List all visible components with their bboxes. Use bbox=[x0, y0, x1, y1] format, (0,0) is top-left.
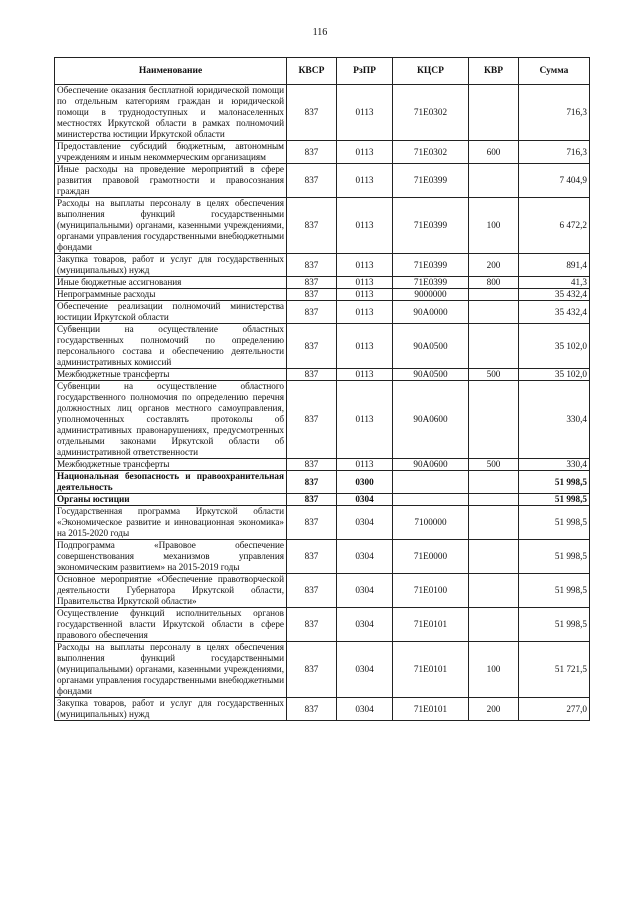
cell-name: Непрограммные расходы bbox=[55, 289, 287, 301]
cell-name: Государственная программа Иркутской области «Экономическое развитие и инновационная экономика» на 2015-2020 годы bbox=[55, 506, 287, 540]
cell-rzpr: 0304 bbox=[337, 608, 393, 642]
cell-kvr bbox=[469, 540, 519, 574]
cell-rzpr: 0113 bbox=[337, 301, 393, 324]
cell-rzpr: 0113 bbox=[337, 324, 393, 369]
cell-kvr: 500 bbox=[469, 369, 519, 381]
cell-kvsr: 837 bbox=[287, 506, 337, 540]
cell-name: Закупка товаров, работ и услуг для государственных (муниципальных) нужд bbox=[55, 698, 287, 721]
cell-kcsr: 71Е0101 bbox=[393, 642, 469, 698]
cell-sum: 277,0 bbox=[519, 698, 590, 721]
cell-rzpr: 0304 bbox=[337, 642, 393, 698]
cell-rzpr: 0113 bbox=[337, 381, 393, 459]
cell-name: Обеспечение оказания бесплатной юридической помощи по отдельным категориям граждан и юридической помощи в труднодоступных и малонаселенных местностях Иркутской области в рамках полномочий министерства юстиции Иркутской области bbox=[55, 85, 287, 141]
header-kvr: КВР bbox=[469, 58, 519, 85]
cell-sum: 35 432,4 bbox=[519, 301, 590, 324]
table-row bbox=[55, 642, 590, 698]
cell-sum: 891,4 bbox=[519, 254, 590, 277]
cell-sum: 51 721,5 bbox=[519, 642, 590, 698]
cell-name: Подпрограмма «Правовое обеспечение совершенствования механизмов управления экономическим развитием» на 2015-2019 годы bbox=[55, 540, 287, 574]
cell-kcsr: 90А0500 bbox=[393, 324, 469, 369]
cell-kvr bbox=[469, 506, 519, 540]
cell-kvsr: 837 bbox=[287, 301, 337, 324]
cell-name: Предоставление субсидий бюджетным, автономным учреждениям и иным некоммерческим организациям bbox=[55, 141, 287, 164]
cell-kvsr: 837 bbox=[287, 254, 337, 277]
cell-rzpr: 0113 bbox=[337, 254, 393, 277]
cell-rzpr: 0113 bbox=[337, 459, 393, 471]
cell-kcsr: 71Е0302 bbox=[393, 85, 469, 141]
cell-name: Расходы на выплаты персоналу в целях обеспечения выполнения функций государственными (муниципальными) органами, казенными учреждениями, органами управления государственными внебюджетными фондами bbox=[55, 198, 287, 254]
cell-sum: 716,3 bbox=[519, 85, 590, 141]
cell-kvsr: 837 bbox=[287, 289, 337, 301]
cell-kcsr: 71Е0399 bbox=[393, 254, 469, 277]
cell-sum: 7 404,9 bbox=[519, 164, 590, 198]
cell-kcsr: 71Е0399 bbox=[393, 277, 469, 289]
cell-rzpr: 0304 bbox=[337, 540, 393, 574]
cell-kcsr: 90А0600 bbox=[393, 381, 469, 459]
cell-kcsr: 90А0500 bbox=[393, 369, 469, 381]
cell-kvr bbox=[469, 289, 519, 301]
cell-kvr bbox=[469, 381, 519, 459]
header-kcsr: КЦСР bbox=[393, 58, 469, 85]
cell-rzpr: 0304 bbox=[337, 494, 393, 506]
cell-kcsr: 71Е0000 bbox=[393, 540, 469, 574]
cell-kcsr bbox=[393, 471, 469, 494]
cell-rzpr: 0113 bbox=[337, 277, 393, 289]
cell-kvr bbox=[469, 85, 519, 141]
table-row bbox=[55, 289, 590, 301]
cell-kvsr: 837 bbox=[287, 459, 337, 471]
table-row bbox=[55, 506, 590, 540]
cell-kvr bbox=[469, 164, 519, 198]
cell-name: Основное мероприятие «Обеспечение правотворческой деятельности Губернатора Иркутской области, Правительства Иркутской области» bbox=[55, 574, 287, 608]
cell-rzpr: 0113 bbox=[337, 198, 393, 254]
cell-name: Органы юстиции bbox=[55, 494, 287, 506]
cell-kvsr: 837 bbox=[287, 277, 337, 289]
cell-kcsr: 7100000 bbox=[393, 506, 469, 540]
cell-kcsr: 71Е0100 bbox=[393, 574, 469, 608]
cell-kvr: 200 bbox=[469, 254, 519, 277]
cell-kcsr: 71Е0101 bbox=[393, 698, 469, 721]
cell-kvr: 200 bbox=[469, 698, 519, 721]
table-row bbox=[55, 540, 590, 574]
cell-kvr: 600 bbox=[469, 141, 519, 164]
table-row bbox=[55, 198, 590, 254]
cell-kvr bbox=[469, 324, 519, 369]
cell-sum: 330,4 bbox=[519, 459, 590, 471]
cell-sum: 716,3 bbox=[519, 141, 590, 164]
cell-kvsr: 837 bbox=[287, 608, 337, 642]
cell-kvsr: 837 bbox=[287, 574, 337, 608]
cell-kvsr: 837 bbox=[287, 198, 337, 254]
cell-sum: 51 998,5 bbox=[519, 574, 590, 608]
cell-kcsr: 71Е0399 bbox=[393, 198, 469, 254]
table-row bbox=[55, 164, 590, 198]
table-row bbox=[55, 381, 590, 459]
cell-kcsr: 9000000 bbox=[393, 289, 469, 301]
cell-kvr bbox=[469, 494, 519, 506]
cell-kcsr bbox=[393, 494, 469, 506]
cell-kvsr: 837 bbox=[287, 369, 337, 381]
cell-kvsr: 837 bbox=[287, 698, 337, 721]
cell-kcsr: 90А0000 bbox=[393, 301, 469, 324]
cell-name: Национальная безопасность и правоохранительная деятельность bbox=[55, 471, 287, 494]
cell-kvr bbox=[469, 301, 519, 324]
table-row bbox=[55, 141, 590, 164]
cell-kvsr: 837 bbox=[287, 141, 337, 164]
cell-sum: 51 998,5 bbox=[519, 506, 590, 540]
cell-sum: 51 998,5 bbox=[519, 471, 590, 494]
cell-kvr: 500 bbox=[469, 459, 519, 471]
cell-name: Расходы на выплаты персоналу в целях обеспечения выполнения функций государственными (муниципальными) органами, казенными учреждениями, органами управления государственными внебюджетными фондами bbox=[55, 642, 287, 698]
cell-sum: 6 472,2 bbox=[519, 198, 590, 254]
cell-name: Иные бюджетные ассигнования bbox=[55, 277, 287, 289]
table-body bbox=[55, 85, 590, 721]
cell-kvr bbox=[469, 471, 519, 494]
cell-name: Иные расходы на проведение мероприятий в сфере развития правовой грамотности и правосознания граждан bbox=[55, 164, 287, 198]
cell-kvr bbox=[469, 608, 519, 642]
header-rzpr: РзПР bbox=[337, 58, 393, 85]
cell-kcsr: 71Е0302 bbox=[393, 141, 469, 164]
cell-sum: 35 102,0 bbox=[519, 369, 590, 381]
cell-kcsr: 71Е0101 bbox=[393, 608, 469, 642]
table-row bbox=[55, 369, 590, 381]
cell-sum: 330,4 bbox=[519, 381, 590, 459]
cell-rzpr: 0113 bbox=[337, 164, 393, 198]
cell-kvr: 100 bbox=[469, 642, 519, 698]
cell-sum: 51 998,5 bbox=[519, 540, 590, 574]
cell-name: Обеспечение реализации полномочий министерства юстиции Иркутской области bbox=[55, 301, 287, 324]
table-row bbox=[55, 698, 590, 721]
table-row bbox=[55, 301, 590, 324]
cell-kvsr: 837 bbox=[287, 381, 337, 459]
cell-name: Осуществление функций исполнительных органов государственной власти Иркутской области в сфере правового обеспечения bbox=[55, 608, 287, 642]
cell-kcsr: 90А0600 bbox=[393, 459, 469, 471]
cell-kvr bbox=[469, 574, 519, 608]
cell-rzpr: 0304 bbox=[337, 574, 393, 608]
cell-kvr: 800 bbox=[469, 277, 519, 289]
cell-kvsr: 837 bbox=[287, 494, 337, 506]
cell-sum: 41,3 bbox=[519, 277, 590, 289]
cell-kvr: 100 bbox=[469, 198, 519, 254]
cell-rzpr: 0113 bbox=[337, 289, 393, 301]
cell-kcsr: 71Е0399 bbox=[393, 164, 469, 198]
table-row bbox=[55, 494, 590, 506]
cell-name: Закупка товаров, работ и услуг для государственных (муниципальных) нужд bbox=[55, 254, 287, 277]
cell-kvsr: 837 bbox=[287, 85, 337, 141]
table-row bbox=[55, 608, 590, 642]
table-row bbox=[55, 85, 590, 141]
cell-sum: 51 998,5 bbox=[519, 494, 590, 506]
header-name: Наименование bbox=[55, 58, 287, 85]
table-row bbox=[55, 471, 590, 494]
table-row bbox=[55, 574, 590, 608]
cell-sum: 35 102,0 bbox=[519, 324, 590, 369]
cell-kvsr: 837 bbox=[287, 471, 337, 494]
table-header-row bbox=[55, 58, 590, 85]
cell-rzpr: 0304 bbox=[337, 698, 393, 721]
table-row bbox=[55, 324, 590, 369]
cell-rzpr: 0300 bbox=[337, 471, 393, 494]
cell-kvsr: 837 bbox=[287, 642, 337, 698]
header-kvsr: КВСР bbox=[287, 58, 337, 85]
cell-sum: 35 432,4 bbox=[519, 289, 590, 301]
page-number: 116 bbox=[312, 27, 328, 38]
cell-kvsr: 837 bbox=[287, 324, 337, 369]
table-row bbox=[55, 459, 590, 471]
cell-kvsr: 837 bbox=[287, 164, 337, 198]
cell-rzpr: 0304 bbox=[337, 506, 393, 540]
cell-kvsr: 837 bbox=[287, 540, 337, 574]
cell-name: Межбюджетные трансферты bbox=[55, 459, 287, 471]
table-row bbox=[55, 277, 590, 289]
cell-name: Межбюджетные трансферты bbox=[55, 369, 287, 381]
cell-name: Субвенции на осуществление областного государственного полномочия по определению перечня должностных лиц органов местного самоуправления, уполномоченных составлять протоколы об административных правонарушениях, предусмотренных отдельными законами Иркутской области об административной ответственности bbox=[55, 381, 287, 459]
cell-sum: 51 998,5 bbox=[519, 608, 590, 642]
cell-rzpr: 0113 bbox=[337, 369, 393, 381]
cell-rzpr: 0113 bbox=[337, 85, 393, 141]
budget-table bbox=[54, 57, 590, 721]
header-sum: Сумма bbox=[519, 58, 590, 85]
table-row bbox=[55, 254, 590, 277]
cell-rzpr: 0113 bbox=[337, 141, 393, 164]
cell-name: Субвенции на осуществление областных государственных полномочий по определению персонального состава и обеспечению деятельности административных комиссий bbox=[55, 324, 287, 369]
